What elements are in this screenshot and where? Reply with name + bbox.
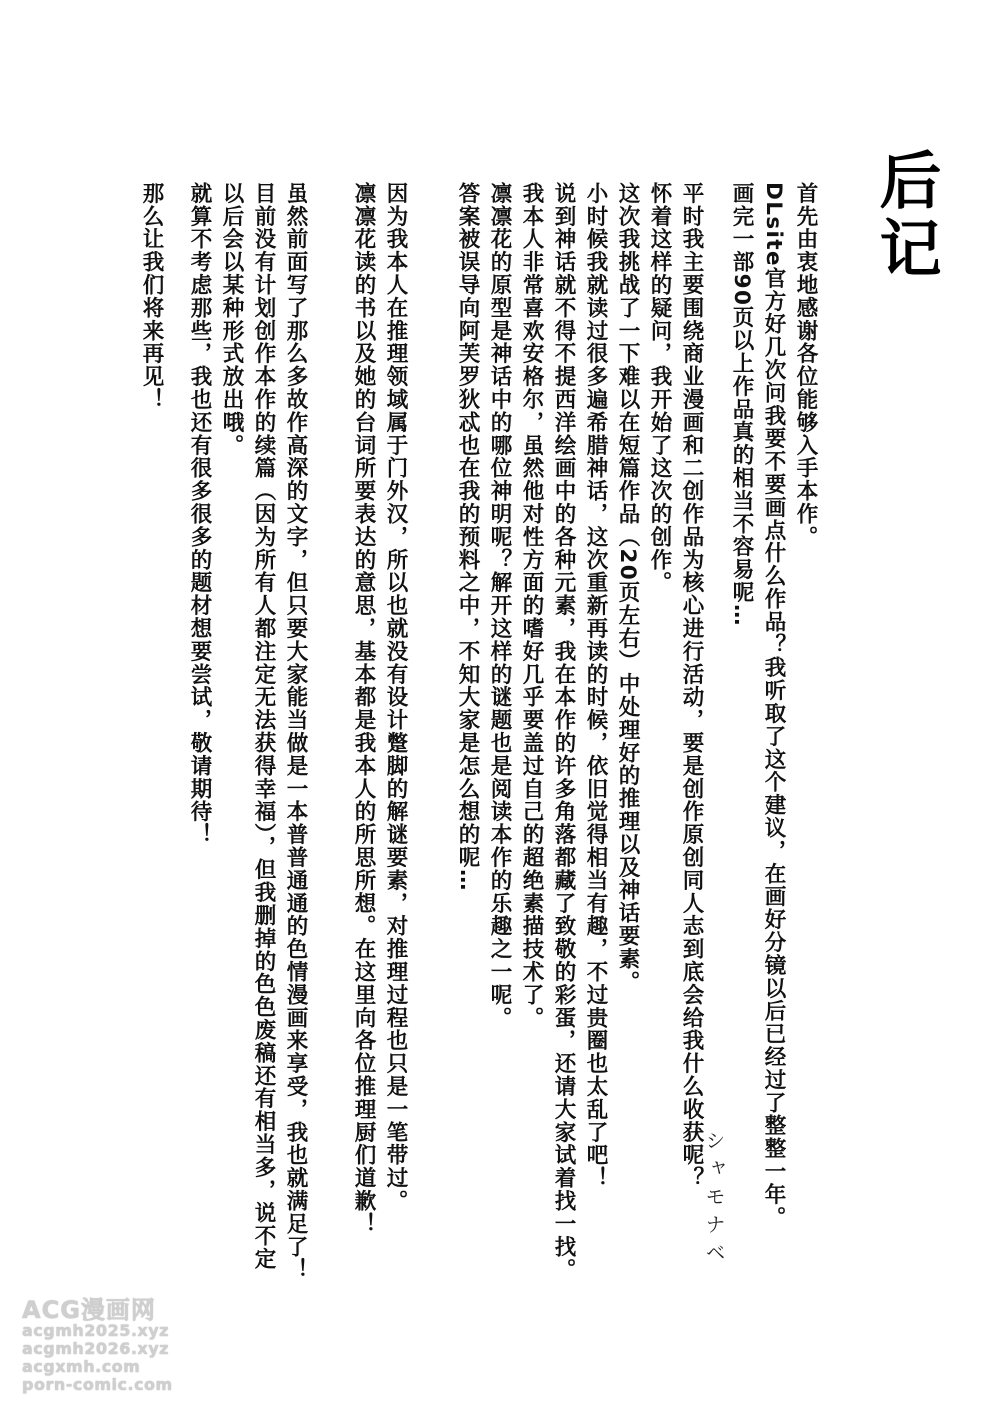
text-column-8: 说到神话就不得不提西洋绘画中的各种元素，我在本作的许多角落都藏了致敬的彩蛋，还请大家试着找一找。 — [551, 182, 576, 1282]
author-signature: シャモナベ — [702, 1130, 726, 1270]
watermark-brand: ACG漫画网 — [22, 1296, 156, 1324]
text-column-6: 这次我挑战了一下难以在短篇作品（20页左右）中处理好的推理以及神话要素。 — [615, 182, 640, 994]
text-column-17: 就算不考虑那些，我也还有很多很多的题材想要尝试，敬请期待！ — [187, 182, 212, 847]
text-column-4: 平时我主要围绕商业漫画和二创作品为核心进行活动，要是创作原创同人志到底会给我什么收获呢？ — [679, 182, 704, 1190]
text-column-2: DLsite官方好几次问我要不要画点什么作品？我听取了这个建议，在画好分镜以后已经过了整整一年。 — [761, 182, 786, 1229]
text-column-14: 虽然前面写了那么多故作高深的文字，但只要大家能当做是一本普普通通的色情漫画来享受，我也就满足了！ — [283, 182, 308, 1282]
text-column-11: 答案被误导向阿芙罗狄忒也在我的预料之中，不知大家是怎么想的呢… — [455, 182, 480, 892]
text-column-5: 怀着这样的疑问，我开始了这次的创作。 — [647, 182, 672, 595]
watermark-url-1: acgmh2025.xyz — [22, 1321, 169, 1340]
text-column-1: 首先由衷地感谢各位能够入手本作。 — [793, 182, 818, 549]
site-watermark — [22, 1298, 173, 1394]
text-column-10: 凛凛花的原型是神话中的哪位神明呢？解开这样的谜题也是阅读本作的乐趣之一呢。 — [487, 182, 512, 1030]
text-column-3: 画完一部90页以上作品真的相当不容易呢… — [729, 182, 754, 627]
text-column-12: 因为我本人在推理领域属于门外汉，所以也就没有设计蹩脚的解谜要素，对推理过程也只是一笔带过。 — [383, 182, 408, 1213]
text-column-15: 目前没有计划创作本作的续篇（因为所有人都注定无法获得幸福），但我删掉的色色废稿还有相当多，说不定 — [251, 182, 276, 1271]
text-column-18: 那么让我们将来再见！ — [139, 182, 164, 411]
watermark-url-2: acgmh2026.xyz — [22, 1339, 169, 1358]
watermark-url-4: porn-comic.com — [22, 1375, 173, 1394]
watermark-url-3: acgxmh.com — [22, 1357, 141, 1376]
page-title: 后记 — [869, 148, 942, 284]
text-column-9: 我本人非常喜欢安格尔，虽然他对性方面的嗜好几乎要盖过自己的超绝素描技术了。 — [519, 182, 544, 1030]
text-column-7: 小时候我就读过很多遍希腊神话，这次重新再读的时候，依旧觉得相当有趣，不过贵圈也太乱了吧！ — [583, 182, 608, 1190]
text-column-13: 凛凛花读的书以及她的台词所要表达的意思，基本都是我本人的所思所想。在这里向各位推理厨们道歉！ — [351, 182, 376, 1236]
text-column-16: 以后会以某种形式放出哦。 — [219, 182, 244, 457]
